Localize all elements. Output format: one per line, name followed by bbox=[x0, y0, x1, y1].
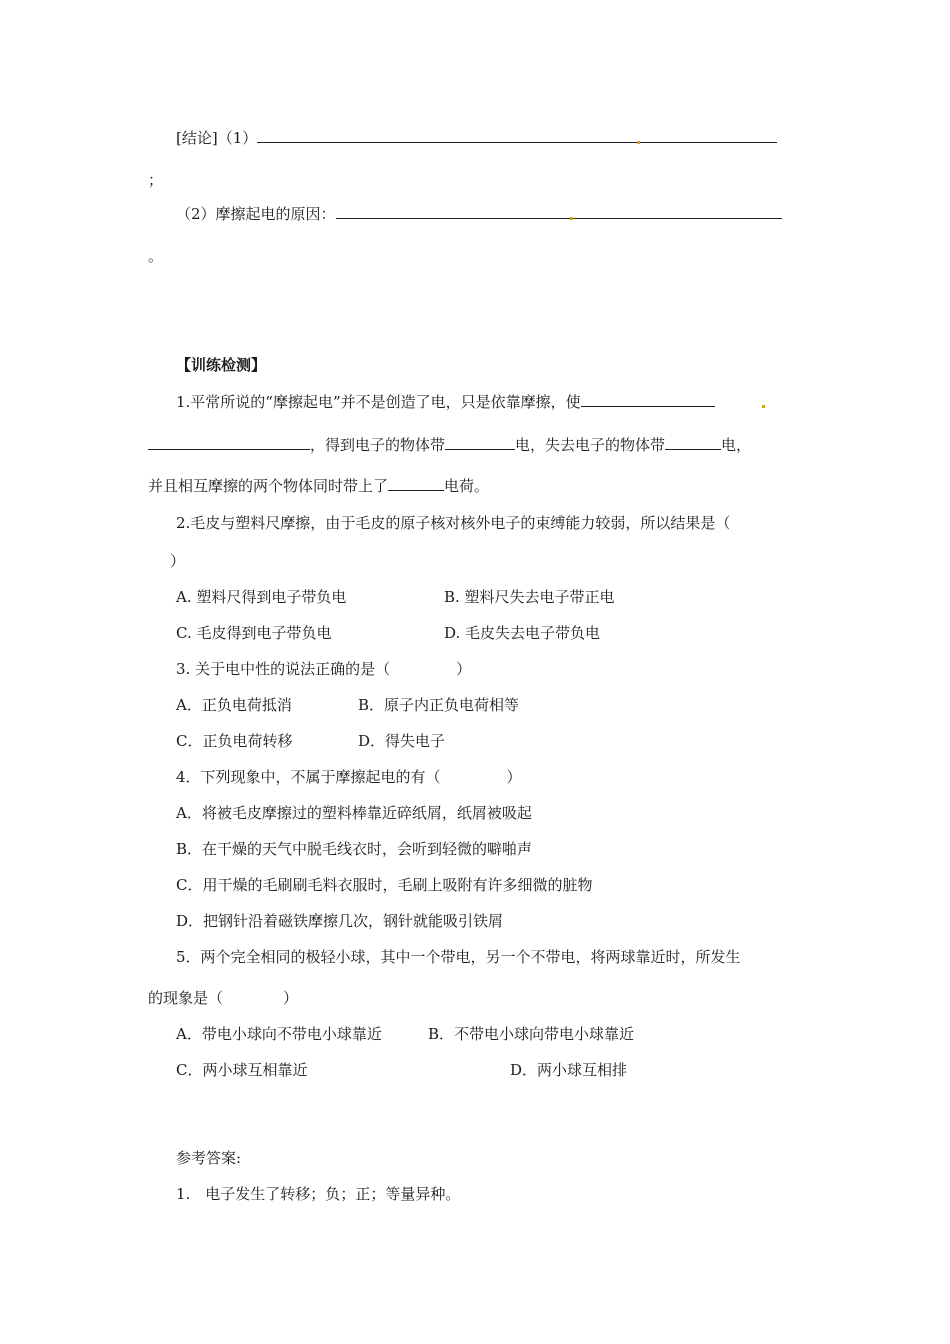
q2-option-c: C. 毛皮得到电子带负电 bbox=[176, 624, 332, 642]
q5-option-b: B．不带电小球向带电小球靠近 bbox=[428, 1025, 635, 1043]
blank bbox=[388, 476, 444, 491]
answer-1: 1. 电子发生了转移；负；正；等量异种。 bbox=[176, 1185, 461, 1203]
q4-stem bbox=[176, 767, 522, 787]
q2-stem: 2.毛皮与塑料尺摩擦，由于毛皮的原子核对核外电子的束缚能力较弱，所以结果是（ bbox=[176, 514, 731, 532]
q3-option-d: D．得失电子 bbox=[358, 732, 446, 750]
q4-option-b: B．在干燥的天气中脱毛线衣时，会听到轻微的噼啪声 bbox=[176, 840, 533, 858]
q1-line-3 bbox=[148, 476, 489, 496]
q1-text: 并且相互摩擦的两个物体同时带上了 bbox=[148, 477, 389, 495]
q5-stem-line-2 bbox=[148, 988, 298, 1008]
answers-title: 参考答案: bbox=[176, 1149, 242, 1167]
conclusion-semicolon: ； bbox=[148, 171, 164, 189]
q3-option-a: A．正负电荷抵消 bbox=[176, 696, 292, 714]
conclusion-line-1 bbox=[176, 128, 777, 148]
q4-option-d: D．把钢针沿着磁铁摩擦几次，钢针就能吸引铁屑 bbox=[176, 912, 504, 930]
q4-stem-text: 4．下列现象中，不属于摩擦起电的有（ bbox=[176, 768, 441, 786]
conclusion-line-2 bbox=[176, 204, 782, 224]
q1-text: ，得到电子的物体带 bbox=[310, 436, 446, 454]
blank bbox=[665, 435, 721, 450]
decorative-dot bbox=[762, 405, 765, 408]
q4-option-a: A．将被毛皮摩擦过的塑料棒靠近碎纸屑，纸屑被吸起 bbox=[176, 804, 532, 822]
q2-option-d: D. 毛皮失去电子带负电 bbox=[444, 624, 601, 642]
q5-stem: 5．两个完全相同的极轻小球，其中一个带电，另一个不带电，将两球靠近时，所发生 bbox=[176, 948, 741, 966]
q3-option-c: C．正负电荷转移 bbox=[176, 732, 293, 750]
q3-stem bbox=[176, 659, 471, 679]
q1-text: 1.平常所说的“摩擦起电”并不是创造了电，只是依靠摩擦，使 bbox=[176, 393, 581, 411]
q3-close: ） bbox=[456, 660, 472, 678]
q4-option-c: C．用干燥的毛刷刷毛料衣服时，毛刷上吸附有许多细微的脏物 bbox=[176, 876, 593, 894]
blank bbox=[148, 435, 310, 450]
q2-option-a: A. 塑料尺得到电子带负电 bbox=[176, 588, 347, 606]
q4-close: ） bbox=[506, 768, 522, 786]
q2-option-b: B. 塑料尺失去电子带正电 bbox=[444, 588, 615, 606]
blank bbox=[445, 435, 515, 450]
q5-option-a: A．带电小球向不带电小球靠近 bbox=[176, 1025, 382, 1043]
q1-text: 电， bbox=[721, 436, 752, 454]
decorative-dot bbox=[637, 141, 640, 144]
q1-text: 电，失去电子的物体带 bbox=[515, 436, 666, 454]
q1-line-1 bbox=[176, 392, 715, 412]
q5-stem2-text: 的现象是（ bbox=[148, 989, 224, 1007]
q5-close: ） bbox=[283, 989, 299, 1007]
q3-option-b: B．原子内正负电荷相等 bbox=[358, 696, 520, 714]
conclusion-item2-label: （2）摩擦起电的原因： bbox=[176, 205, 336, 223]
section-title: 【训练检测】 bbox=[176, 356, 267, 374]
blank bbox=[336, 204, 782, 219]
q1-text: 电荷。 bbox=[444, 477, 490, 495]
conclusion-period: 。 bbox=[148, 247, 164, 265]
conclusion-label: [结论]（1） bbox=[176, 129, 258, 147]
blank bbox=[581, 392, 715, 407]
q3-stem-text: 3. 关于电中性的说法正确的是（ bbox=[176, 660, 391, 678]
q1-line-2 bbox=[148, 435, 751, 455]
decorative-dot bbox=[570, 217, 573, 220]
blank bbox=[257, 128, 777, 143]
q5-option-d: D．两小球互相排 bbox=[510, 1061, 628, 1079]
q2-close: ） bbox=[170, 552, 186, 570]
q5-option-c: C．两小球互相靠近 bbox=[176, 1061, 308, 1079]
